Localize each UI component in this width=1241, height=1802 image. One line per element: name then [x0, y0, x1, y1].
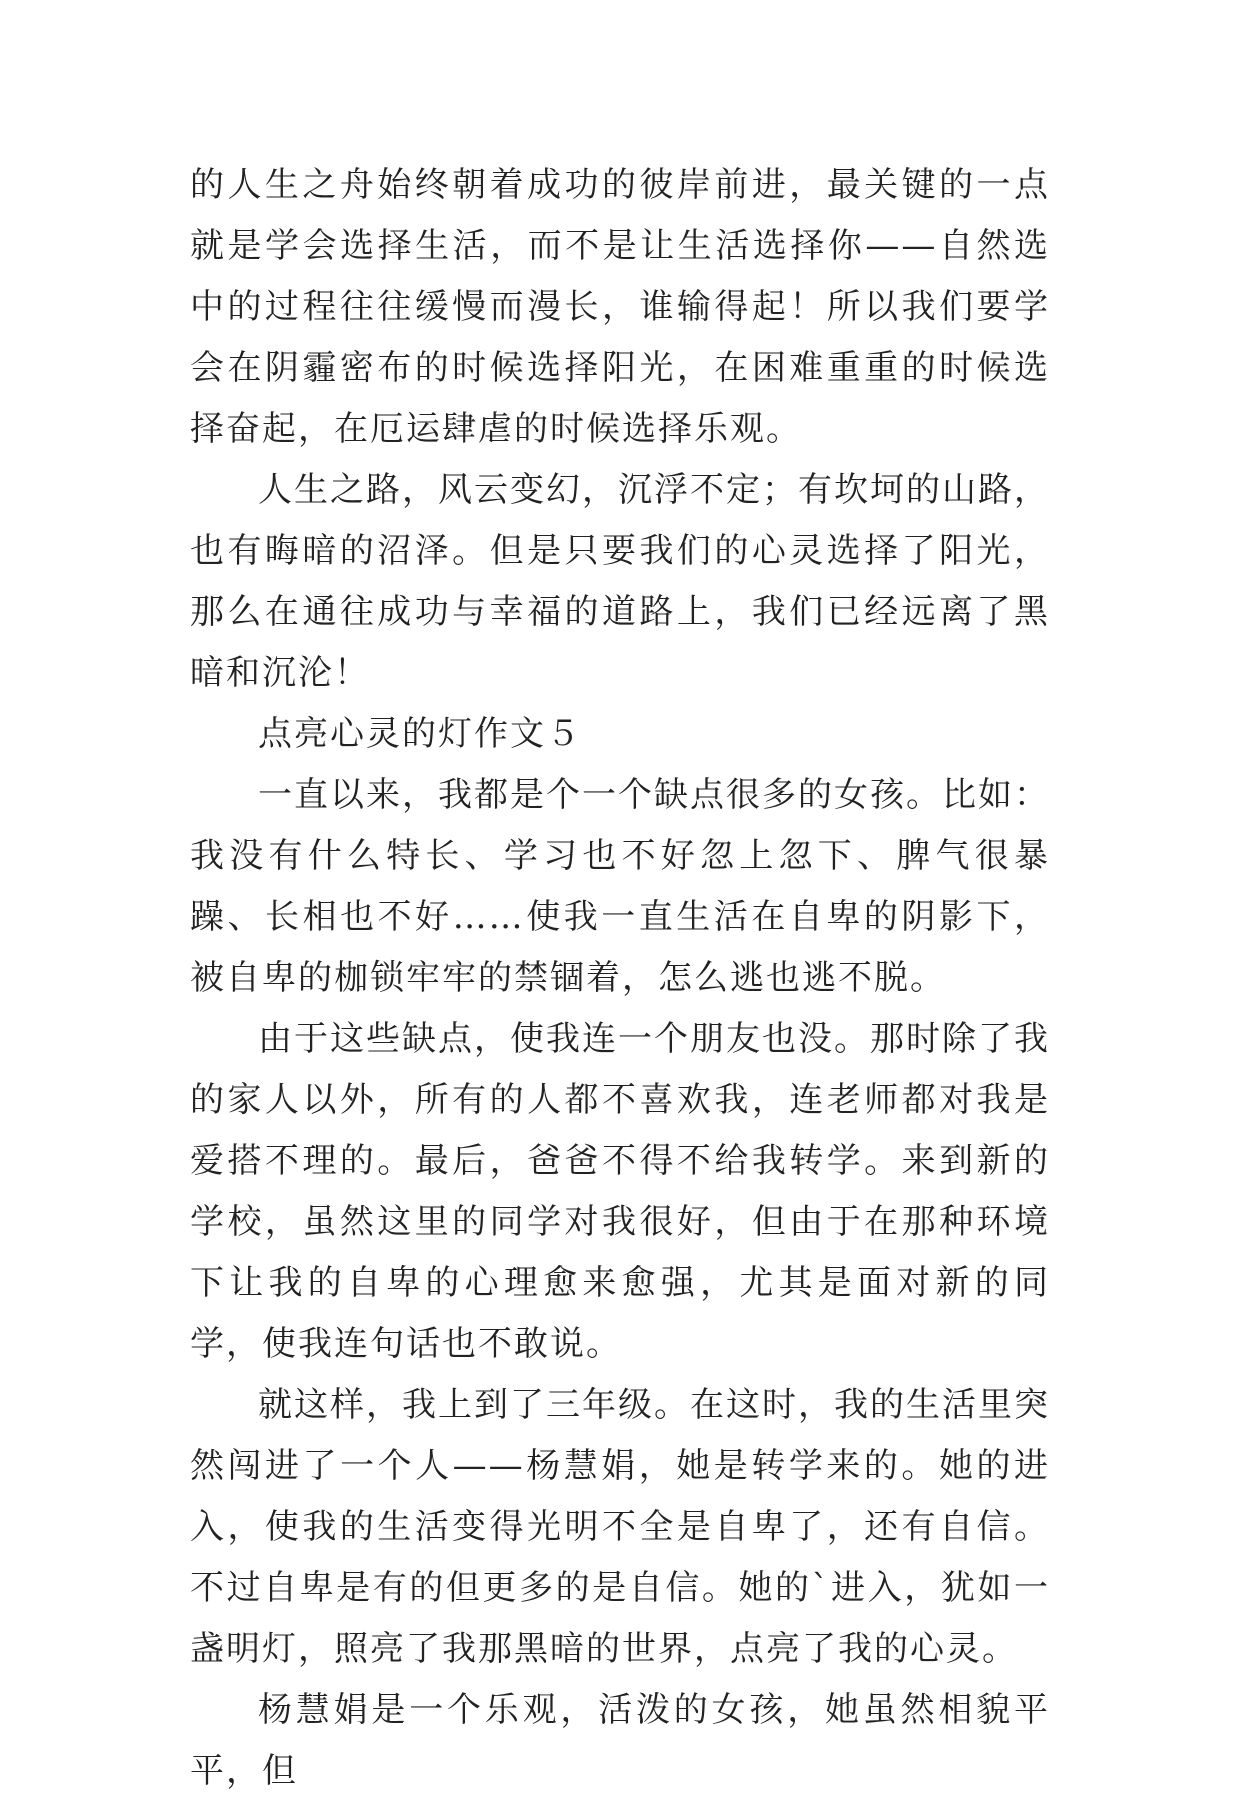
section-heading: 点亮心灵的灯作文５ — [258, 714, 582, 754]
paragraph-third-grade: 就这样，我上到了三年级。在这时，我的生活里突然闯进了一个人——杨慧娟，她是转学来的。她的进入，使我的生活变得光明不全是自卑了，还有自信。不过自卑是有的但更多的是自信。她的`进入，犹如一盏明灯，照亮了我那黑暗的世界，点亮了我的心灵。 — [190, 1385, 1050, 1669]
paragraph-continuation: 的人生之舟始终朝着成功的彼岸前进，最关键的一点就是学会选择生活，而不是让生活选择你——自然选中的过程往往缓慢而漫长，谁输得起！所以我们要学会在阴霾密布的时候选择阳光，在困难重重的时候选择奋起，在厄运肆虐的时候选择乐观。 — [190, 165, 1050, 449]
paragraph-shortcomings: 一直以来，我都是个一个缺点很多的女孩。比如：我没有什么特长、学习也不好忽上忽下、脾气很暴躁、长相也不好……使我一直生活在自卑的阴影下，被自卑的枷锁牢牢的禁锢着，怎么逃也逃不脱。 — [190, 775, 1050, 998]
paragraph-yang-huijuan: 杨慧娟是一个乐观，活泼的女孩，她虽然相貌平平，但 — [190, 1690, 1050, 1791]
paragraph-life-road: 人生之路，风云变幻，沉浮不定；有坎坷的山路，也有晦暗的沼泽。但是只要我们的心灵选择了阳光，那么在通往成功与幸福的道路上，我们已经远离了黑暗和沉沦！ — [190, 470, 1050, 693]
paragraph-no-friends: 由于这些缺点，使我连一个朋友也没。那时除了我的家人以外，所有的人都不喜欢我，连老师都对我是爱搭不理的。最后，爸爸不得不给我转学。来到新的学校，虽然这里的同学对我很好，但由于在那种环境下让我的自卑的心理愈来愈强，尤其是面对新的同学，使我连句话也不敢说。 — [190, 1019, 1050, 1364]
document-body — [190, 155, 1050, 1802]
